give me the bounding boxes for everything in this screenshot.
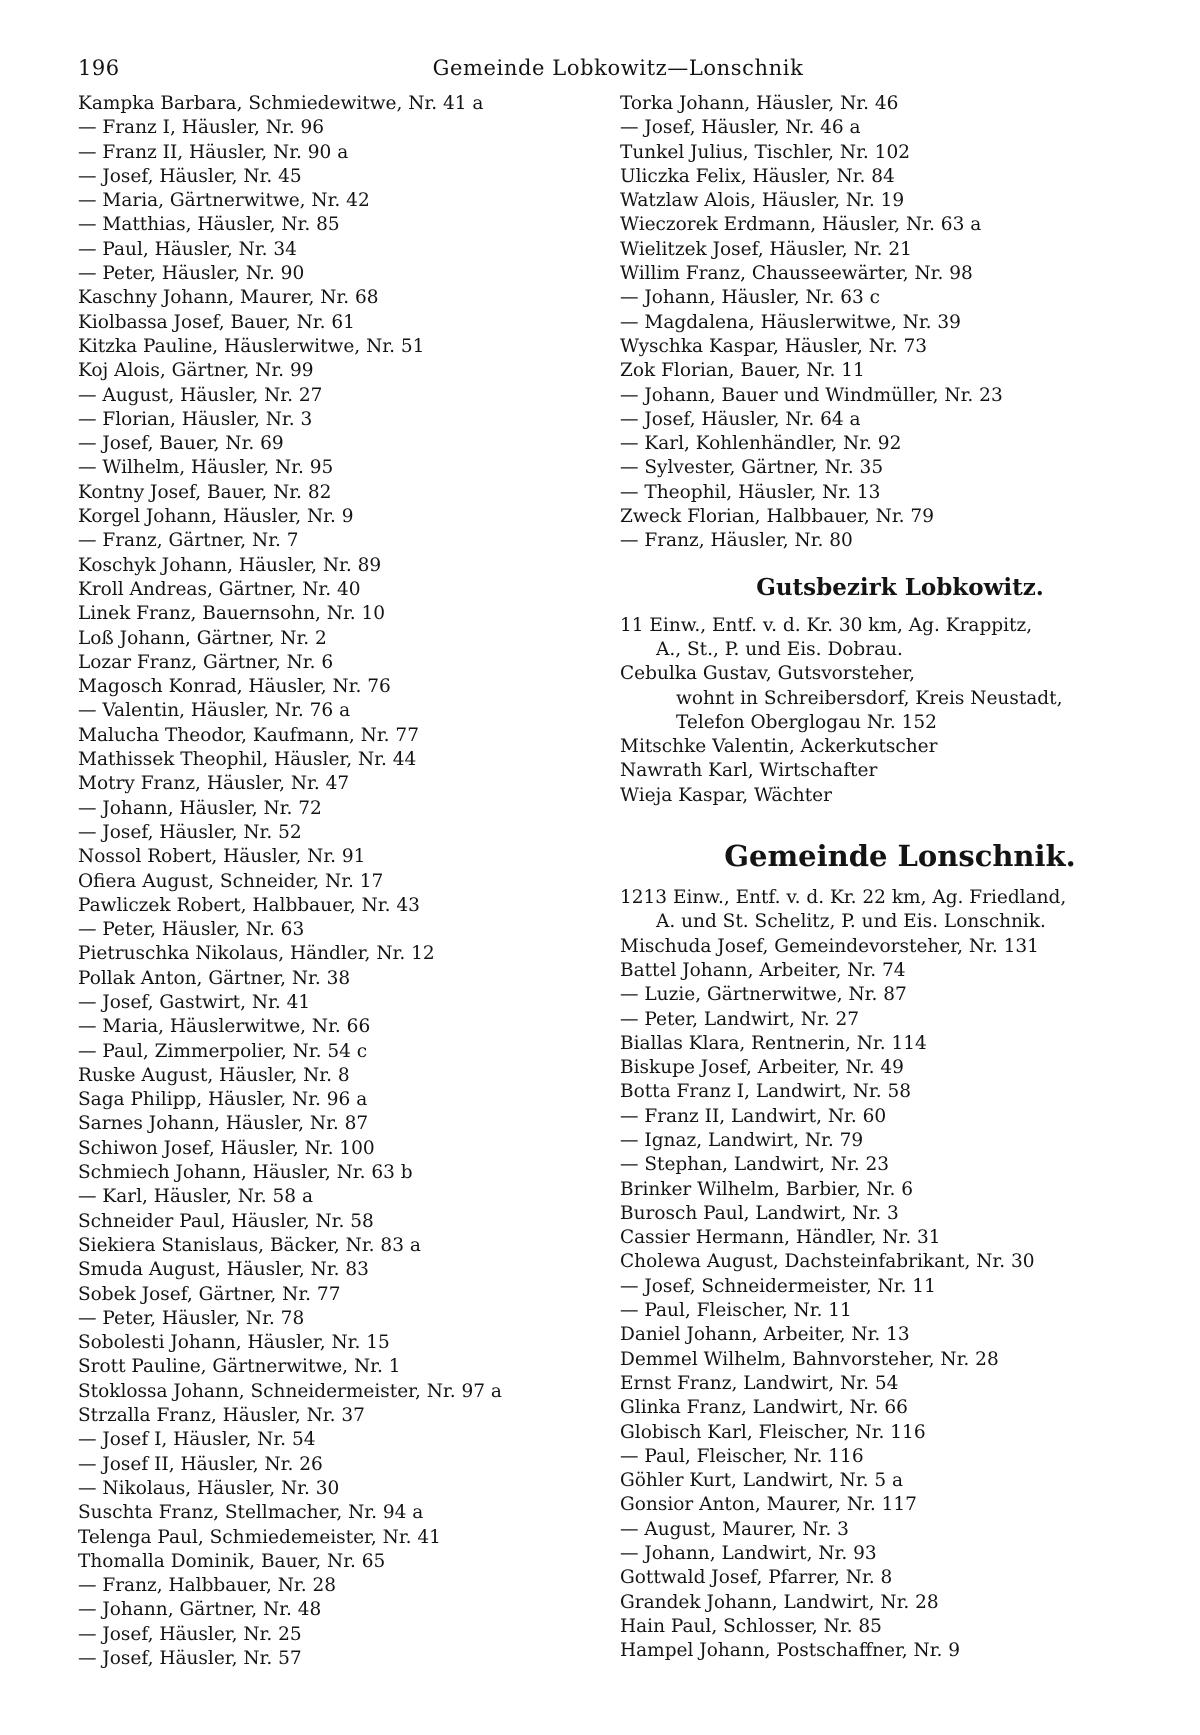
directory-entry: — Matthias, Häusler, Nr. 85 [78, 214, 340, 236]
directory-entry: — Karl, Häusler, Nr. 58 a [78, 1186, 313, 1208]
directory-entry: — August, Maurer, Nr. 3 [620, 1518, 849, 1540]
directory-entry: Koj Alois, Gärtner, Nr. 99 [78, 360, 314, 382]
directory-entry: Wielitzek Josef, Häusler, Nr. 21 [620, 238, 912, 260]
directory-entry: Smuda August, Häusler, Nr. 83 [78, 1259, 369, 1281]
directory-entry: wohnt in Schreibersdorf, Kreis Neustadt, [676, 687, 1063, 709]
directory-entry: — Florian, Häusler, Nr. 3 [78, 408, 313, 430]
directory-entry: Suschta Franz, Stellmacher, Nr. 94 a [78, 1502, 424, 1524]
directory-entry: — Paul, Fleischer, Nr. 116 [620, 1445, 864, 1467]
directory-entry: — Valentin, Häusler, Nr. 76 a [78, 700, 351, 722]
directory-entry: Stoklossa Johann, Schneidermeister, Nr. 97 a [78, 1380, 502, 1402]
directory-entry: Kitzka Pauline, Häuslerwitwe, Nr. 51 [78, 335, 425, 357]
directory-entry: Kroll Andreas, Gärtner, Nr. 40 [78, 578, 361, 600]
directory-entry: Biskupe Josef, Arbeiter, Nr. 49 [620, 1057, 904, 1079]
directory-entry: Globisch Karl, Fleischer, Nr. 116 [620, 1421, 926, 1443]
directory-entry: Hain Paul, Schlosser, Nr. 85 [620, 1615, 882, 1637]
directory-entry: — Josef, Häusler, Nr. 52 [78, 821, 302, 843]
directory-entry: — Paul, Häusler, Nr. 34 [78, 238, 297, 260]
directory-entry: — Franz, Häusler, Nr. 80 [620, 530, 853, 552]
directory-entry: Gonsior Anton, Maurer, Nr. 117 [620, 1494, 917, 1516]
directory-entry: Malucha Theodor, Kaufmann, Nr. 77 [78, 724, 419, 746]
directory-entry: Botta Franz I, Landwirt, Nr. 58 [620, 1081, 911, 1103]
directory-entry: — Theophil, Häusler, Nr. 13 [620, 481, 881, 503]
page-title: Gemeinde Lobkowitz—Lonschnik [432, 56, 804, 80]
section-title-lonschnik: Gemeinde Lonschnik. [724, 839, 1076, 874]
directory-entry: Brinker Wilhelm, Barbier, Nr. 6 [620, 1178, 914, 1200]
right-column-entries [620, 92, 1180, 554]
directory-entry: Battel Johann, Arbeiter, Nr. 74 [620, 959, 906, 981]
directory-entry: Cassier Hermann, Händler, Nr. 31 [620, 1227, 941, 1249]
directory-entry: Tunkel Julius, Tischler, Nr. 102 [620, 141, 910, 163]
directory-entry: Kontny Josef, Bauer, Nr. 82 [78, 481, 332, 503]
directory-entry: Srott Pauline, Gärtnerwitwe, Nr. 1 [78, 1356, 401, 1378]
directory-entry: Wieczorek Erdmann, Häusler, Nr. 63 a [620, 214, 982, 236]
left-column [78, 92, 608, 1671]
right-column [620, 92, 1180, 1664]
directory-entry: — Paul, Fleischer, Nr. 11 [620, 1300, 852, 1322]
directory-entry: — Peter, Häusler, Nr. 90 [78, 263, 305, 285]
directory-entry: — Franz II, Häusler, Nr. 90 a [78, 141, 349, 163]
directory-entry: — Johann, Landwirt, Nr. 93 [620, 1543, 877, 1565]
directory-entry: — Johann, Häusler, Nr. 63 c [620, 287, 881, 309]
lonschnik-entries [620, 935, 1180, 1664]
section-info-lonschnik [620, 886, 1180, 935]
directory-entry: — Ignaz, Landwirt, Nr. 79 [620, 1129, 864, 1151]
directory-entry: Koschyk Johann, Häusler, Nr. 89 [78, 554, 382, 576]
directory-entry: Burosch Paul, Landwirt, Nr. 3 [620, 1202, 899, 1224]
directory-entry: Sobolesti Johann, Häusler, Nr. 15 [78, 1332, 390, 1354]
directory-entry: Grandek Johann, Landwirt, Nr. 28 [620, 1591, 939, 1613]
directory-entry: Nossol Robert, Häusler, Nr. 91 [78, 846, 366, 868]
directory-entry: Ruske August, Häusler, Nr. 8 [78, 1064, 350, 1086]
directory-entry: Glinka Franz, Landwirt, Nr. 66 [620, 1397, 908, 1419]
directory-entry: Torka Johann, Häusler, Nr. 46 [620, 93, 899, 114]
directory-entry: Linek Franz, Bauernsohn, Nr. 10 [78, 603, 386, 625]
directory-entry: Telenga Paul, Schmiedemeister, Nr. 41 [78, 1526, 441, 1548]
directory-entry: — Nikolaus, Häusler, Nr. 30 [78, 1477, 340, 1499]
directory-entry: Uliczka Felix, Häusler, Nr. 84 [620, 165, 895, 187]
directory-entry: — Maria, Häuslerwitwe, Nr. 66 [78, 1016, 371, 1038]
directory-entry: Zweck Florian, Halbbauer, Nr. 79 [620, 506, 934, 528]
directory-entry: Schmiech Johann, Häusler, Nr. 63 b [78, 1162, 413, 1184]
directory-entry: — Josef, Häusler, Nr. 25 [78, 1623, 302, 1645]
directory-entry: — Josef, Häusler, Nr. 64 a [620, 408, 861, 430]
directory-entry: Pollak Anton, Gärtner, Nr. 38 [78, 967, 351, 989]
directory-entry: Siekiera Stanislaus, Bäcker, Nr. 83 a [78, 1234, 421, 1256]
directory-entry: — Franz, Gärtner, Nr. 7 [78, 530, 299, 552]
directory-entry: Pietruschka Nikolaus, Händler, Nr. 12 [78, 943, 435, 965]
directory-entry: — Johann, Gärtner, Nr. 48 [78, 1599, 322, 1621]
directory-entry: — Josef, Häusler, Nr. 46 a [620, 117, 861, 139]
directory-entry: — Stephan, Landwirt, Nr. 23 [620, 1154, 890, 1176]
directory-entry: Göhler Kurt, Landwirt, Nr. 5 a [620, 1470, 904, 1492]
directory-entry: — Peter, Häusler, Nr. 78 [78, 1307, 305, 1329]
directory-entry: — Johann, Häusler, Nr. 72 [78, 797, 322, 819]
directory-entry: Cebulka Gustav, Gutsvorsteher, [620, 663, 916, 685]
directory-entry: Gottwald Josef, Pfarrer, Nr. 8 [620, 1567, 893, 1589]
directory-entry: Kampka Barbara, Schmiedewitwe, Nr. 41 a [78, 93, 484, 114]
directory-entry: Sobek Josef, Gärtner, Nr. 77 [78, 1283, 341, 1305]
directory-entry: — Wilhelm, Häusler, Nr. 95 [78, 457, 334, 479]
directory-entry: — Franz, Halbbauer, Nr. 28 [78, 1575, 337, 1597]
directory-entry: — August, Häusler, Nr. 27 [78, 384, 323, 406]
directory-entry: Kaschny Johann, Maurer, Nr. 68 [78, 287, 379, 309]
directory-entry: Daniel Johann, Arbeiter, Nr. 13 [620, 1324, 910, 1346]
directory-entry: Willim Franz, Chausseewärter, Nr. 98 [620, 263, 973, 285]
directory-entry: — Paul, Zimmerpolier, Nr. 54 c [78, 1040, 368, 1062]
info-line: A., St., P. und Eis. Dobrau. [656, 638, 903, 660]
directory-entry: — Josef II, Häusler, Nr. 26 [78, 1453, 323, 1475]
directory-entry: — Karl, Kohlenhändler, Nr. 92 [620, 433, 902, 455]
directory-entry: Wyschka Kaspar, Häusler, Nr. 73 [620, 335, 928, 357]
directory-entry: Motry Franz, Häusler, Nr. 47 [78, 773, 350, 795]
directory-entry: — Josef, Gastwirt, Nr. 41 [78, 991, 311, 1013]
directory-entry: Nawrath Karl, Wirtschafter [620, 760, 878, 782]
directory-entry: — Luzie, Gärtnerwitwe, Nr. 87 [620, 984, 907, 1006]
directory-entry: Ernst Franz, Landwirt, Nr. 54 [620, 1372, 899, 1394]
gutsbezirk-entries [620, 662, 1180, 808]
directory-entry: Demmel Wilhelm, Bahnvorsteher, Nr. 28 [620, 1348, 999, 1370]
directory-entry: — Josef, Häusler, Nr. 57 [78, 1648, 302, 1669]
directory-entry: Schneider Paul, Häusler, Nr. 58 [78, 1210, 374, 1232]
directory-entry: Mitschke Valentin, Ackerkutscher [620, 736, 938, 758]
info-line: 11 Einw., Entf. v. d. Kr. 30 km, Ag. Krappitz, [620, 614, 1033, 636]
directory-entry: Saga Philipp, Häusler, Nr. 96 a [78, 1089, 368, 1111]
directory-entry: Korgel Johann, Häusler, Nr. 9 [78, 506, 354, 528]
page-header [78, 56, 1158, 88]
directory-entry: — Franz I, Häusler, Nr. 96 [78, 117, 325, 139]
directory-entry: — Sylvester, Gärtner, Nr. 35 [620, 457, 884, 479]
directory-entry: Telefon Oberglogau Nr. 152 [676, 711, 937, 733]
directory-entry: Hampel Johann, Postschaffner, Nr. 9 [620, 1640, 961, 1662]
directory-entry: Mathissek Theophil, Häusler, Nr. 44 [78, 749, 417, 771]
directory-entry: — Josef, Bauer, Nr. 69 [78, 433, 284, 455]
directory-entry: Cholewa August, Dachsteinfabrikant, Nr. 30 [620, 1251, 1035, 1273]
directory-entry: Lozar Franz, Gärtner, Nr. 6 [78, 651, 334, 673]
directory-entry: — Magdalena, Häuslerwitwe, Nr. 39 [620, 311, 961, 333]
section-info-gutsbezirk [620, 614, 1180, 663]
directory-entry: Watzlaw Alois, Häusler, Nr. 19 [620, 190, 905, 212]
directory-entry: — Franz II, Landwirt, Nr. 60 [620, 1105, 887, 1127]
directory-entry: Schiwon Josef, Häusler, Nr. 100 [78, 1137, 375, 1159]
directory-entry: Magosch Konrad, Häusler, Nr. 76 [78, 676, 391, 698]
directory-entry: Loß Johann, Gärtner, Nr. 2 [78, 627, 327, 649]
info-line: 1213 Einw., Entf. v. d. Kr. 22 km, Ag. Friedland, [620, 887, 1067, 909]
directory-entry: — Maria, Gärtnerwitwe, Nr. 42 [78, 190, 370, 212]
directory-entry: — Josef, Schneidermeister, Nr. 11 [620, 1275, 936, 1297]
directory-entry: — Josef I, Häusler, Nr. 54 [78, 1429, 316, 1451]
directory-entry: Mischuda Josef, Gemeindevorsteher, Nr. 131 [620, 935, 1039, 957]
directory-entry: Strzalla Franz, Häusler, Nr. 37 [78, 1405, 365, 1427]
directory-entry: Pawliczek Robert, Halbbauer, Nr. 43 [78, 894, 420, 916]
info-line: A. und St. Schelitz, P. und Eis. Lonschnik. [656, 911, 1046, 933]
directory-entry: — Peter, Häusler, Nr. 63 [78, 919, 305, 941]
directory-entry: Wieja Kaspar, Wächter [620, 784, 832, 806]
directory-entry: — Johann, Bauer und Windmüller, Nr. 23 [620, 384, 1003, 406]
directory-entry: Sarnes Johann, Häusler, Nr. 87 [78, 1113, 369, 1135]
directory-entry: Thomalla Dominik, Bauer, Nr. 65 [78, 1550, 386, 1572]
directory-entry: — Josef, Häusler, Nr. 45 [78, 165, 302, 187]
page-number: 196 [78, 56, 120, 80]
directory-entry: Ofiera August, Schneider, Nr. 17 [78, 870, 384, 892]
directory-entry: Kiolbassa Josef, Bauer, Nr. 61 [78, 311, 355, 333]
directory-entry: Zok Florian, Bauer, Nr. 11 [620, 360, 865, 382]
section-title-gutsbezirk: Gutsbezirk Lobkowitz. [756, 573, 1044, 601]
directory-entry: — Peter, Landwirt, Nr. 27 [620, 1008, 860, 1030]
directory-entry: Biallas Klara, Rentnerin, Nr. 114 [620, 1032, 927, 1054]
